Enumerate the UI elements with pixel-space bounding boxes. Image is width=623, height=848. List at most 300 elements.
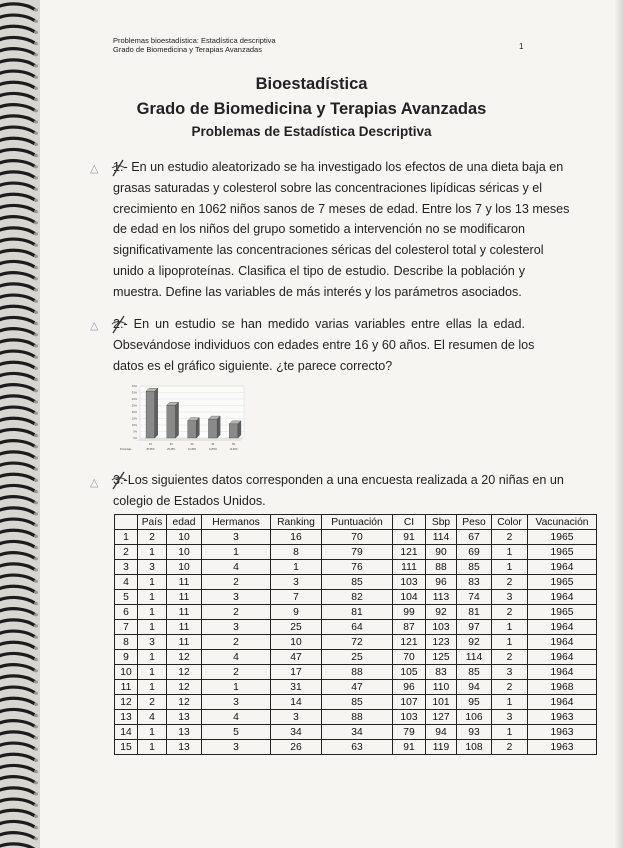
- table-cell: 3: [271, 710, 322, 725]
- table-row: [115, 560, 597, 575]
- table-row: [115, 530, 597, 545]
- table-cell: 13: [167, 740, 202, 755]
- table-cell: 1: [202, 545, 271, 560]
- binding-hole: [34, 546, 38, 549]
- table-cell: 95: [457, 695, 492, 710]
- table-cell: 94: [426, 725, 457, 740]
- table-cell: 92: [426, 605, 457, 620]
- table-cell: 110: [426, 680, 457, 695]
- binding-hole: [34, 692, 38, 695]
- binding-hole: [34, 367, 38, 370]
- table-cell: 11: [167, 605, 202, 620]
- problem-line: unido a lipoproteínas. Clasifica el tipo de estudio. Describe la población y: [113, 263, 525, 278]
- problem-line: [113, 157, 564, 178]
- bar: [167, 405, 176, 438]
- problem-line: [113, 314, 525, 335]
- table-cell: 2: [492, 680, 528, 695]
- table-cell: 2: [492, 740, 528, 755]
- table-cell: 1: [138, 590, 167, 605]
- binding-hole: [34, 501, 38, 504]
- binding-hole: [34, 266, 38, 269]
- table-cell: 7: [115, 620, 138, 635]
- y-tick-label: 25%: [131, 404, 137, 408]
- table-cell: 1: [138, 650, 167, 665]
- table-cell: 103: [426, 620, 457, 635]
- table-cell: 1965: [528, 545, 597, 560]
- table-cell: 47: [322, 680, 393, 695]
- table-cell: 2: [138, 695, 167, 710]
- binding-hole: [34, 748, 38, 751]
- binding-hole: [34, 804, 38, 807]
- binding-hole: [34, 288, 38, 291]
- table-cell: 72: [322, 635, 393, 650]
- problem-line: de edad en los niños del grupo sometido a intervención no se modificaron: [113, 222, 525, 237]
- binding-hole: [34, 412, 38, 415]
- bar-side: [217, 416, 220, 438]
- table-cell: 74: [457, 590, 492, 605]
- survey-data-table: [114, 514, 597, 755]
- table-cell: 79: [322, 545, 393, 560]
- table-cell: 108: [457, 740, 492, 755]
- binding-hole: [34, 356, 38, 359]
- table-header-cell: País: [138, 515, 167, 530]
- table-row: [115, 605, 597, 620]
- binding-hole: [34, 535, 38, 538]
- x-tick-label: 50: [232, 443, 236, 446]
- triangle-mark-icon: △: [90, 477, 99, 489]
- table-cell: 76: [322, 560, 393, 575]
- binding-hole: [34, 53, 38, 56]
- table-cell: 4: [202, 710, 271, 725]
- table-cell: 10: [167, 545, 202, 560]
- table-cell: 83: [426, 665, 457, 680]
- binding-hole: [34, 456, 38, 459]
- binding-hole: [34, 176, 38, 179]
- table-cell: 104: [393, 590, 426, 605]
- age-bar-chart: [118, 382, 258, 452]
- table-row: [115, 635, 597, 650]
- y-tick-label: 15%: [131, 417, 137, 421]
- problem-line: datos es el gráfico siguiente. ¿te parece correcto?: [113, 358, 393, 373]
- table-cell: 3: [202, 530, 271, 545]
- x-tick-label: 20: [169, 443, 173, 446]
- table-cell: 31: [271, 680, 322, 695]
- bar: [188, 421, 197, 438]
- table-cell: 1965: [528, 530, 597, 545]
- table-cell: 11: [167, 590, 202, 605]
- table-cell: 81: [322, 605, 393, 620]
- table-cell: 87: [393, 620, 426, 635]
- table-cell: 1963: [528, 725, 597, 740]
- table-cell: 2: [492, 575, 528, 590]
- table-cell: 85: [322, 575, 393, 590]
- table-cell: 11: [167, 575, 202, 590]
- table-row: [115, 590, 597, 605]
- table-header-cell: Puntuación: [322, 515, 393, 530]
- x-tick-label: 16: [148, 443, 152, 446]
- table-cell: 1965: [528, 605, 597, 620]
- bar-side: [196, 418, 199, 438]
- table-cell: 14: [115, 725, 138, 740]
- table-cell: 1963: [528, 710, 597, 725]
- binding-hole: [34, 42, 38, 45]
- triangle-mark-icon: △: [90, 320, 99, 332]
- table-row: [115, 725, 597, 740]
- table-cell: 82: [322, 590, 393, 605]
- table-cell: 13: [115, 710, 138, 725]
- table-cell: 1: [138, 620, 167, 635]
- table-cell: 6: [115, 605, 138, 620]
- table-cell: 99: [393, 605, 426, 620]
- bar-side: [238, 421, 241, 438]
- table-cell: 1964: [528, 590, 597, 605]
- table-cell: 2: [115, 545, 138, 560]
- table-cell: 3: [492, 710, 528, 725]
- table-cell: 12: [167, 665, 202, 680]
- y-tick-label: 5%: [133, 430, 137, 434]
- table-cell: 1: [138, 725, 167, 740]
- table-cell: 88: [322, 710, 393, 725]
- table-cell: 83: [457, 575, 492, 590]
- table-cell: 2: [202, 575, 271, 590]
- binding-hole: [34, 333, 38, 336]
- table-cell: 13: [167, 725, 202, 740]
- table-cell: 1: [492, 635, 528, 650]
- table-cell: 1: [492, 560, 528, 575]
- table-cell: 1: [138, 575, 167, 590]
- table-cell: 1: [138, 605, 167, 620]
- table-cell: 3: [202, 590, 271, 605]
- binding-hole: [34, 736, 38, 739]
- binding-hole: [34, 568, 38, 571]
- table-cell: 114: [457, 650, 492, 665]
- table-header-cell: [115, 515, 138, 530]
- table-cell: 10: [167, 530, 202, 545]
- table-cell: 127: [426, 710, 457, 725]
- table-cell: 15: [115, 740, 138, 755]
- problem-number: 1.: [113, 160, 124, 174]
- problem-text: -Los siguientes datos corresponden a una encuesta realizada a 20 niñas en un: [123, 473, 564, 487]
- table-cell: 9: [115, 650, 138, 665]
- table-cell: 1: [202, 680, 271, 695]
- binding-hole: [34, 244, 38, 247]
- binding-hole: [34, 188, 38, 191]
- table-cell: 2: [202, 605, 271, 620]
- table-row: [115, 740, 597, 755]
- bar: [146, 391, 155, 438]
- binding-hole: [34, 311, 38, 314]
- table-cell: 85: [457, 560, 492, 575]
- y-tick-label: 40%: [131, 385, 137, 388]
- binding-hole: [34, 210, 38, 213]
- table-cell: 3: [202, 620, 271, 635]
- binding-hole: [34, 64, 38, 67]
- table-cell: 88: [426, 560, 457, 575]
- table-cell: 2: [492, 530, 528, 545]
- problem-text: - En un estudio aleatorizado se ha investigado los efectos de una dieta baja en: [123, 160, 564, 174]
- problem-line: colegio de Estados Unidos.: [113, 493, 266, 508]
- table-cell: 25: [271, 620, 322, 635]
- table-cell: 7: [271, 590, 322, 605]
- table-cell: 96: [426, 575, 457, 590]
- binding-hole: [34, 445, 38, 448]
- binding-hole: [34, 20, 38, 23]
- binding-hole: [34, 759, 38, 762]
- table-cell: 8: [115, 635, 138, 650]
- binding-hole: [34, 300, 38, 303]
- table-cell: 12: [167, 695, 202, 710]
- binding-hole: [34, 468, 38, 471]
- table-cell: 1: [138, 680, 167, 695]
- table-cell: 2: [492, 650, 528, 665]
- table-cell: 1965: [528, 575, 597, 590]
- binding-hole: [34, 400, 38, 403]
- table-cell: 88: [322, 665, 393, 680]
- table-cell: 105: [393, 665, 426, 680]
- binding-hole: [34, 277, 38, 280]
- table-cell: 123: [426, 635, 457, 650]
- binding-hole: [34, 580, 38, 583]
- table-cell: 1964: [528, 560, 597, 575]
- table-cell: 1: [138, 740, 167, 755]
- problem-line: [113, 470, 564, 491]
- y-tick-label: 30%: [131, 398, 137, 401]
- problem-3: [113, 470, 564, 512]
- table-cell: 107: [393, 695, 426, 710]
- table-cell: 3: [492, 665, 528, 680]
- binding-hole: [34, 826, 38, 829]
- problem-line: Obsevándose individuos con edades entre 16 y 60 años. El resumen de los: [113, 337, 535, 352]
- binding-hole: [34, 255, 38, 258]
- table-cell: 119: [426, 740, 457, 755]
- binding-hole: [34, 199, 38, 202]
- table-cell: 3: [202, 740, 271, 755]
- problem-1: [113, 157, 570, 303]
- table-cell: 69: [457, 545, 492, 560]
- table-cell: 1: [492, 620, 528, 635]
- table-cell: 85: [322, 695, 393, 710]
- table-cell: 1: [271, 560, 322, 575]
- table-cell: 67: [457, 530, 492, 545]
- bar: [208, 419, 217, 438]
- table-cell: 5: [115, 590, 138, 605]
- table-cell: 16: [271, 530, 322, 545]
- table-cell: 97: [457, 620, 492, 635]
- table-row: [115, 650, 597, 665]
- table-header-cell: Color: [492, 515, 528, 530]
- table-body: [115, 530, 597, 755]
- binding-hole: [34, 725, 38, 728]
- table-header-cell: Ranking: [271, 515, 322, 530]
- problem-text: - En un estudio se han medido varias variables entre ellas la edad.: [123, 317, 525, 331]
- table-cell: 70: [393, 650, 426, 665]
- table-cell: 2: [202, 665, 271, 680]
- problem-line: significativamente las concentraciones séricas del colesterol total y colesterol: [113, 243, 544, 258]
- bar: [229, 424, 238, 438]
- binding-hole: [34, 434, 38, 437]
- binding-hole: [34, 624, 38, 627]
- table-cell: 4: [138, 710, 167, 725]
- binding-hole: [34, 221, 38, 224]
- problem-line: muestra. Define las variables de más interés y los parámetros asociados.: [113, 284, 522, 299]
- binding-hole: [34, 322, 38, 325]
- table-cell: 10: [271, 635, 322, 650]
- table-row: [115, 545, 597, 560]
- table-cell: 47: [271, 650, 322, 665]
- table-cell: 91: [393, 740, 426, 755]
- table-cell: 34: [271, 725, 322, 740]
- binding-hole: [34, 636, 38, 639]
- bar-side: [155, 388, 158, 438]
- binding-hole: [34, 781, 38, 784]
- table-row: [115, 710, 597, 725]
- table-cell: 70: [322, 530, 393, 545]
- table-cell: 125: [426, 650, 457, 665]
- binding-hole: [34, 680, 38, 683]
- table-cell: 34: [322, 725, 393, 740]
- binding-hole: [34, 815, 38, 818]
- table-cell: 11: [167, 620, 202, 635]
- table-cell: 12: [115, 695, 138, 710]
- table-cell: 3: [271, 575, 322, 590]
- bar-side: [176, 402, 179, 438]
- running-header: [113, 36, 276, 54]
- table-cell: 1: [492, 545, 528, 560]
- page-number: 1: [519, 42, 524, 51]
- binding-hole: [34, 143, 38, 146]
- table-cell: 11: [167, 635, 202, 650]
- table-cell: 64: [322, 620, 393, 635]
- table-cell: 1: [115, 530, 138, 545]
- data-label: 25,25%: [167, 448, 176, 451]
- data-label: 10,90%: [229, 448, 238, 451]
- y-tick-label: 20%: [131, 411, 137, 414]
- binding-hole: [34, 792, 38, 795]
- binding-hole: [34, 8, 38, 11]
- table-cell: 12: [167, 650, 202, 665]
- table-cell: 4: [115, 575, 138, 590]
- table-cell: 111: [393, 560, 426, 575]
- binding-hole: [34, 669, 38, 672]
- chart-floor: [136, 438, 244, 441]
- section-title: Problemas de Estadística Descriptiva: [191, 124, 432, 139]
- table-row: [115, 665, 597, 680]
- table-row: [115, 620, 597, 635]
- table-row: [115, 680, 597, 695]
- table-cell: 1: [138, 545, 167, 560]
- table-cell: 8: [271, 545, 322, 560]
- table-cell: 91: [393, 530, 426, 545]
- table-cell: 1964: [528, 650, 597, 665]
- y-tick-label: 0%: [133, 437, 137, 440]
- table-cell: 81: [457, 605, 492, 620]
- data-label: 14,55%: [208, 448, 217, 451]
- table-cell: 1: [492, 695, 528, 710]
- table-cell: 14: [271, 695, 322, 710]
- table-cell: 2: [138, 530, 167, 545]
- main-title: Bioestadística: [255, 75, 368, 93]
- table-cell: 106: [457, 710, 492, 725]
- table-cell: 101: [426, 695, 457, 710]
- binding-hole: [34, 703, 38, 706]
- table-cell: 1968: [528, 680, 597, 695]
- table-cell: 103: [393, 710, 426, 725]
- header-line-2: Grado de Biomedicina y Terapias Avanzadas: [113, 45, 262, 54]
- table-cell: 26: [271, 740, 322, 755]
- table-row: [115, 695, 597, 710]
- table-row: [115, 575, 597, 590]
- table-header-cell: Hermanos: [202, 515, 271, 530]
- problem-number: 2.: [113, 317, 124, 331]
- table-header-cell: CI: [393, 515, 426, 530]
- binding-hole: [34, 602, 38, 605]
- table-cell: 96: [393, 680, 426, 695]
- table-cell: 3: [115, 560, 138, 575]
- table-cell: 63: [322, 740, 393, 755]
- binding-hole: [34, 557, 38, 560]
- binding-hole: [34, 658, 38, 661]
- binding-hole: [34, 647, 38, 650]
- table-cell: 103: [393, 575, 426, 590]
- data-label: 35,95%: [146, 448, 155, 451]
- table-cell: 3: [492, 590, 528, 605]
- problem-number: 3.: [113, 473, 124, 487]
- table-header-row: [115, 515, 597, 530]
- table-cell: 1964: [528, 635, 597, 650]
- binding-hole: [34, 154, 38, 157]
- table-cell: 17: [271, 665, 322, 680]
- table-cell: 85: [457, 665, 492, 680]
- table-cell: 114: [426, 530, 457, 545]
- x-tick-label: 30: [190, 443, 194, 446]
- table-cell: 1: [138, 665, 167, 680]
- header-line-1: Problemas bioestadística: Estadística descriptiva: [113, 36, 276, 45]
- triangle-mark-icon: △: [90, 163, 99, 175]
- binding-hole: [34, 490, 38, 493]
- binding-hole: [34, 714, 38, 717]
- table-cell: 79: [393, 725, 426, 740]
- binding-hole: [34, 232, 38, 235]
- problem-line: crecimiento en 1062 niños sanos de 7 meses de edad. Entre los 7 y los 13 meses: [113, 201, 570, 216]
- table-cell: 10: [115, 665, 138, 680]
- binding-hole: [34, 524, 38, 527]
- table-cell: 121: [393, 545, 426, 560]
- table-cell: 13: [167, 710, 202, 725]
- table-cell: 11: [115, 680, 138, 695]
- table-cell: 25: [322, 650, 393, 665]
- table-cell: 4: [202, 650, 271, 665]
- table-cell: 93: [457, 725, 492, 740]
- table-header-cell: Sbp: [426, 515, 457, 530]
- table-cell: 4: [202, 560, 271, 575]
- y-tick-label: 35%: [131, 391, 137, 395]
- table-cell: 10: [167, 560, 202, 575]
- binding-hole: [34, 423, 38, 426]
- binding-hole: [34, 770, 38, 773]
- table-cell: 2: [202, 635, 271, 650]
- row-label: Porcentaje: [120, 448, 132, 451]
- degree-title: Grado de Biomedicina y Terapias Avanzadas: [136, 100, 487, 118]
- table-cell: 1964: [528, 620, 597, 635]
- table-cell: 113: [426, 590, 457, 605]
- table-header-cell: edad: [167, 515, 202, 530]
- table-cell: 90: [426, 545, 457, 560]
- table-cell: 92: [457, 635, 492, 650]
- binding-hole: [34, 378, 38, 381]
- table-cell: 2: [492, 605, 528, 620]
- binding-hole: [34, 389, 38, 392]
- table-cell: 12: [167, 680, 202, 695]
